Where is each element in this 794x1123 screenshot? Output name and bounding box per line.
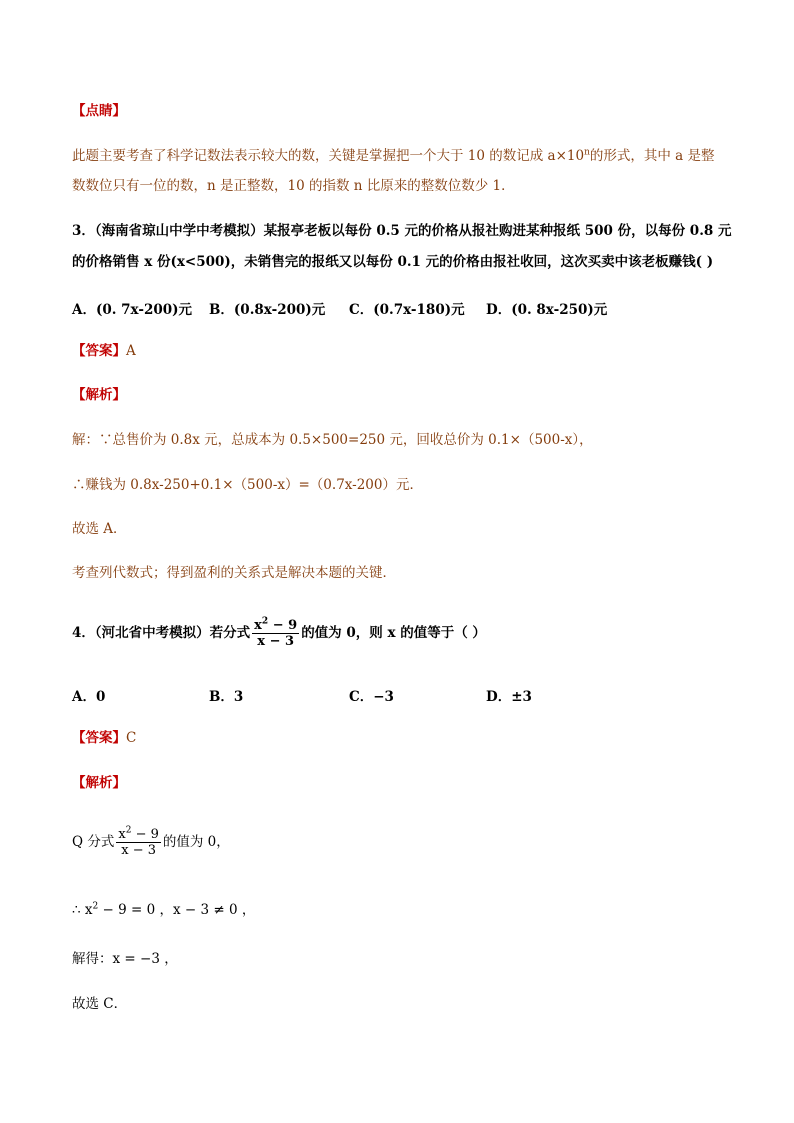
q3-text-line-2: 的价格销售 x 份(x<500)，未销售完的报纸又以每份 0.1 元的价格由报社收回，这次买卖中该老板赚钱( ) [72,254,714,270]
q4-sol1-num-sup: 2 [125,825,132,836]
q4-solution-2 [72,901,255,919]
q4-option-a: A．0 [72,689,106,705]
q4-sol1-fraction-denominator: x − 3 [121,843,156,858]
q4-sol1-fraction [116,827,161,858]
dianjing-line-1 [72,147,715,165]
q4-answer [72,729,136,747]
q4-sol2-a: ∴ x [72,902,93,918]
q3-solution-2: ∴赚钱为 0.8x-250+0.1×（500-x）=（0.7x-200）元． [72,477,423,493]
q4-solution-3: 解得：x = −3 ， [72,951,178,967]
dianjing-line-1-text: 此题主要考查了科学记数法表示较大的数，关键是掌握把一个大于 10 的数记成 a×10 [72,148,585,164]
q4-text [72,614,486,652]
q4-answer-tag: 【答案】 [72,730,126,746]
q4-suffix: 的值为 0，则 x 的值等于（ ） [301,625,486,641]
q4-sol1-num-base: x [118,827,126,842]
dianjing-line-1-sup: n [584,147,590,158]
q4-fraction-denominator: x − 3 [257,634,295,649]
q4-option-c: C．−3 [349,689,394,705]
q3-option-c: C．(0.7x-180)元 [349,302,465,318]
q4-fraction [252,618,299,649]
dianjing-line-1-end: 的形式，其中 a 是整 [589,148,715,164]
q4-fraction-numerator [252,618,299,633]
q4-solution-1 [72,823,230,861]
q3-option-a: A．(0. 7x-200)元 [72,302,193,318]
q4-prefix: 4．（河北省中考模拟）若分式 [72,625,251,641]
q4-sol1-num-rest: − 9 [135,827,159,842]
q4-num-rest: − 9 [272,618,298,633]
q4-sol2-b: − 9 = 0 ，x − 3 ≠ 0 ， [98,902,256,918]
q4-num-base: x [254,618,262,633]
q3-text-line-1: 3．（海南省琼山中学中考模拟）某报亭老板以每份 0.5 元的价格从报社购进某种报纸 500 份，以每份 0.8 元 [72,223,732,239]
q3-option-d: D．(0. 8x-250)元 [486,302,608,318]
q3-solution-3: 故选 A． [72,521,127,537]
q4-num-sup: 2 [261,616,269,627]
q4-sol1-fraction-numerator [116,827,161,842]
q3-solution-1: 解：∵总售价为 0.8x 元，总成本为 0.5×500=250 元，回收总价为 0.1×（500-x）， [72,432,593,448]
q4-solution-4: 故选 C． [72,996,128,1012]
q3-answer-tag: 【答案】 [72,343,126,359]
q4-sol2-sup: 2 [92,901,99,912]
q4-option-d: D．±3 [486,689,532,705]
q4-sol1-prefix: Q 分式 [72,834,115,850]
q3-answer-value: A [126,343,136,359]
q3-answer [72,342,136,360]
dianjing-tag: 【点睛】 [72,103,126,119]
q4-analysis-tag: 【解析】 [72,775,126,791]
q3-option-b: B．(0.8x-200)元 [209,302,326,318]
q4-sol1-suffix: 的值为 0， [162,834,230,850]
q4-answer-value: C [126,730,137,746]
dianjing-line-2: 数数位只有一位的数，n 是正整数，10 的指数 n 比原来的整数位数少 1． [72,178,515,194]
q4-option-b: B．3 [209,689,244,705]
q3-solution-4: 考查列代数式；得到盈利的关系式是解决本题的关键． [72,565,396,581]
q3-analysis-tag: 【解析】 [72,387,126,403]
